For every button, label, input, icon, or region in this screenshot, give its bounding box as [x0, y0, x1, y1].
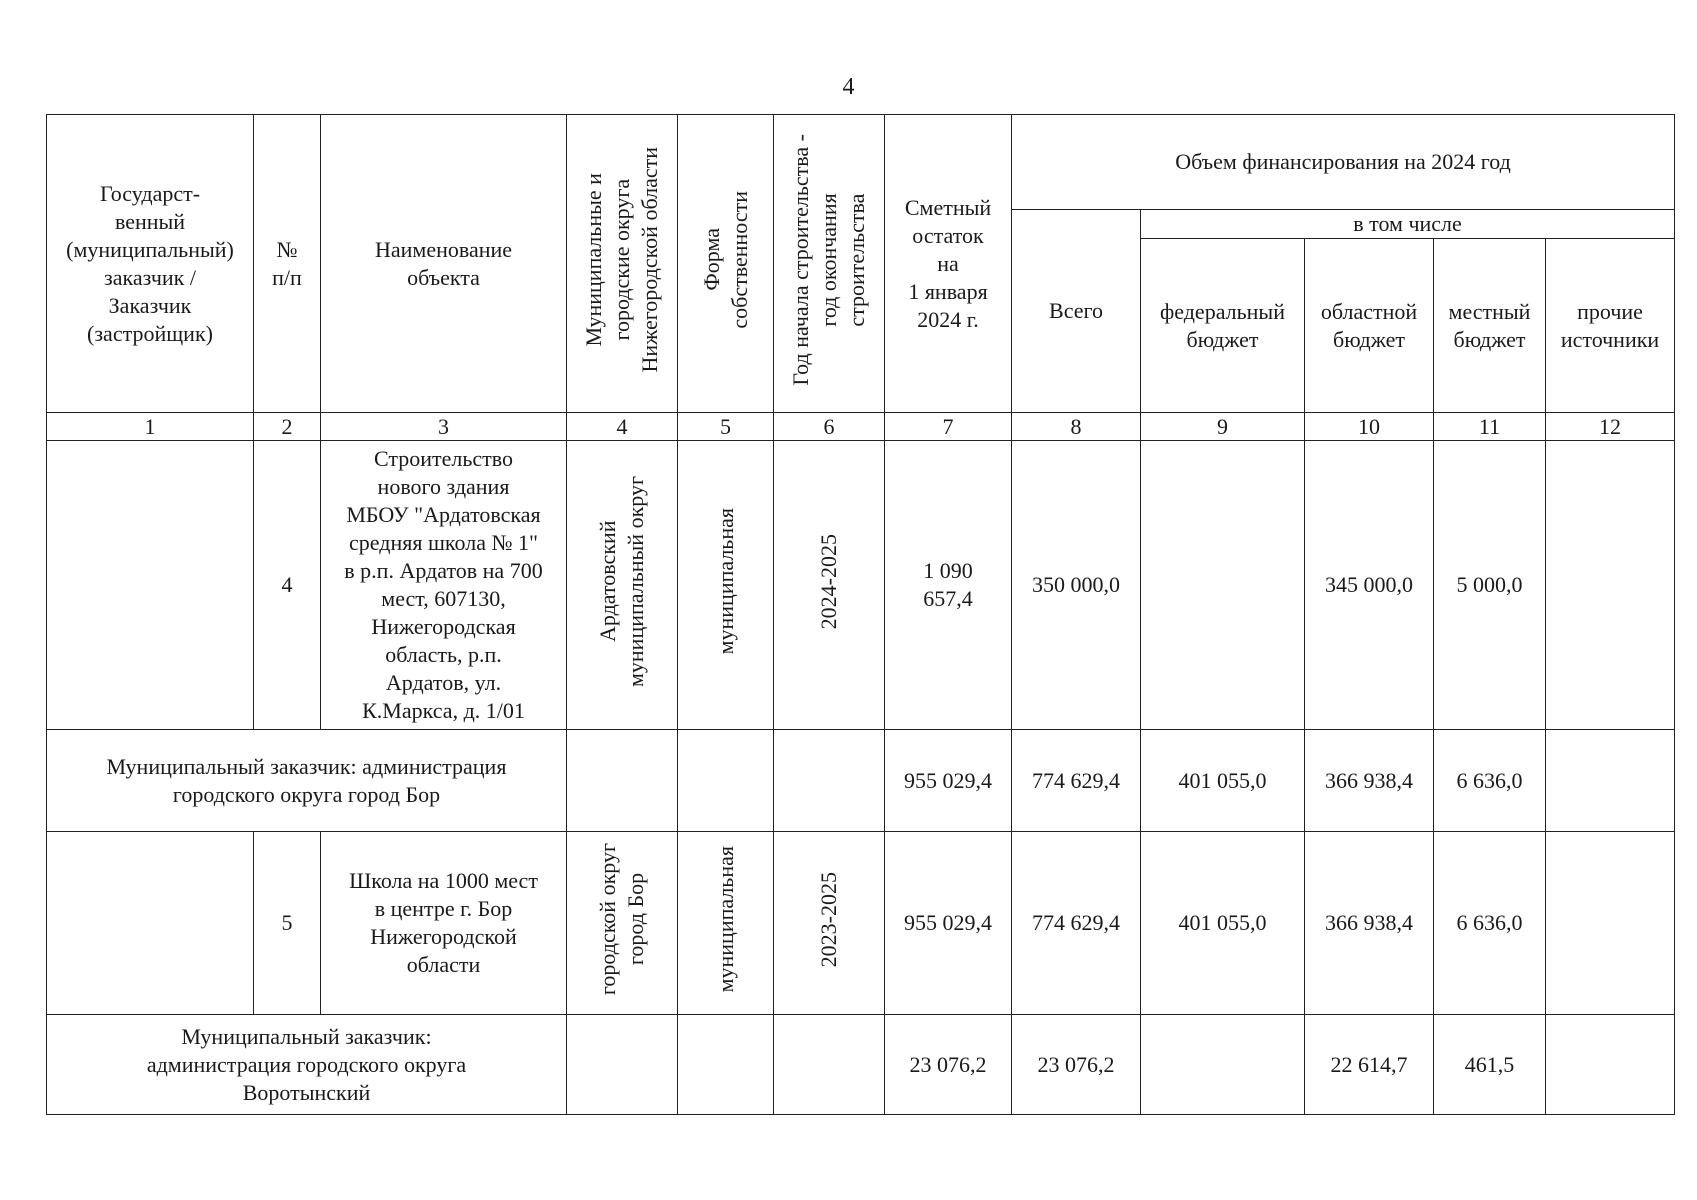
column-number: 11: [1434, 413, 1546, 441]
column-number: 2: [254, 413, 321, 441]
local-cell: 6 636,0: [1434, 730, 1546, 832]
object-name: Школа на 1000 мест в центре г. Бор Нижегородской области: [321, 832, 567, 1015]
district-cell: городской округ город Бор: [567, 832, 678, 1015]
balance-cell: 955 029,4: [885, 832, 1012, 1015]
header-district: Муниципальные и городские округа Нижегородской области: [567, 115, 678, 413]
ownership-cell: муниципальная: [678, 832, 774, 1015]
regional-cell: 366 938,4: [1305, 832, 1434, 1015]
column-numbers-row: [47, 413, 1675, 441]
other-cell: [1546, 832, 1675, 1015]
customer-row: [47, 1015, 1675, 1115]
header-estimated-balance: Сметный остаток на 1 января 2024 г.: [885, 115, 1012, 413]
table-row: [47, 832, 1675, 1015]
header-federal-budget: федеральный бюджет: [1141, 239, 1305, 413]
other-cell: [1546, 441, 1675, 730]
customer-name: Муниципальный заказчик: администрация городского округа город Бор: [47, 730, 567, 832]
page-number: 4: [842, 74, 855, 100]
other-cell: [1546, 730, 1675, 832]
header-ownership: Форма собственности: [678, 115, 774, 413]
balance-cell: 1 090 657,4: [885, 441, 1012, 730]
row-number: 4: [254, 441, 321, 730]
federal-cell: [1141, 441, 1305, 730]
column-number: 12: [1546, 413, 1675, 441]
table-row: [47, 441, 1675, 730]
balance-cell: 955 029,4: [885, 730, 1012, 832]
header-row-number: № п/п: [254, 115, 321, 413]
years-cell: [774, 730, 885, 832]
local-cell: 6 636,0: [1434, 832, 1546, 1015]
financing-table: [46, 114, 1675, 1115]
total-cell: 774 629,4: [1012, 730, 1141, 832]
header-total: Всего: [1012, 210, 1141, 413]
total-cell: 774 629,4: [1012, 832, 1141, 1015]
column-number: 7: [885, 413, 1012, 441]
header-regional-budget: областной бюджет: [1305, 239, 1434, 413]
federal-cell: 401 055,0: [1141, 832, 1305, 1015]
customer-cell: [47, 832, 254, 1015]
column-number: 5: [678, 413, 774, 441]
column-number: 3: [321, 413, 567, 441]
local-cell: 461,5: [1434, 1015, 1546, 1115]
regional-cell: 366 938,4: [1305, 730, 1434, 832]
total-cell: 350 000,0: [1012, 441, 1141, 730]
header-local-budget: местный бюджет: [1434, 239, 1546, 413]
customer-row: [47, 730, 1675, 832]
header-customer: Государст- венный (муниципальный) заказчик / Заказчик (застройщик): [47, 115, 254, 413]
header-including: в том числе: [1141, 210, 1675, 239]
header-object-name: Наименование объекта: [321, 115, 567, 413]
other-cell: [1546, 1015, 1675, 1115]
header-other-sources: прочие источники: [1546, 239, 1675, 413]
years-cell: 2023-2025: [774, 832, 885, 1015]
years-cell: [774, 1015, 885, 1115]
column-number: 4: [567, 413, 678, 441]
federal-cell: 401 055,0: [1141, 730, 1305, 832]
column-number: 1: [47, 413, 254, 441]
regional-cell: 345 000,0: [1305, 441, 1434, 730]
object-name: Строительство нового здания МБОУ "Ардатовская средняя школа № 1" в р.п. Ардатов на 700 мест, 607130, Нижегородская область, р.п. Ардатов, ул. К.Маркса, д. 1/01: [321, 441, 567, 730]
balance-cell: 23 076,2: [885, 1015, 1012, 1115]
column-number: 9: [1141, 413, 1305, 441]
ownership-cell: [678, 1015, 774, 1115]
header-funding: Объем финансирования на 2024 год: [1012, 115, 1675, 210]
column-number: 6: [774, 413, 885, 441]
ownership-cell: [678, 730, 774, 832]
total-cell: 23 076,2: [1012, 1015, 1141, 1115]
customer-cell: [47, 441, 254, 730]
header-construction-years: Год начала строительства - год окончания строительства: [774, 115, 885, 413]
header-row: [47, 115, 1675, 210]
district-cell: Ардатовский муниципальный округ: [567, 441, 678, 730]
customer-name: Муниципальный заказчик: администрация городского округа Воротынский: [47, 1015, 567, 1115]
federal-cell: [1141, 1015, 1305, 1115]
years-cell: 2024-2025: [774, 441, 885, 730]
district-cell: [567, 730, 678, 832]
ownership-cell: муниципальная: [678, 441, 774, 730]
row-number: 5: [254, 832, 321, 1015]
column-number: 10: [1305, 413, 1434, 441]
regional-cell: 22 614,7: [1305, 1015, 1434, 1115]
district-cell: [567, 1015, 678, 1115]
local-cell: 5 000,0: [1434, 441, 1546, 730]
column-number: 8: [1012, 413, 1141, 441]
